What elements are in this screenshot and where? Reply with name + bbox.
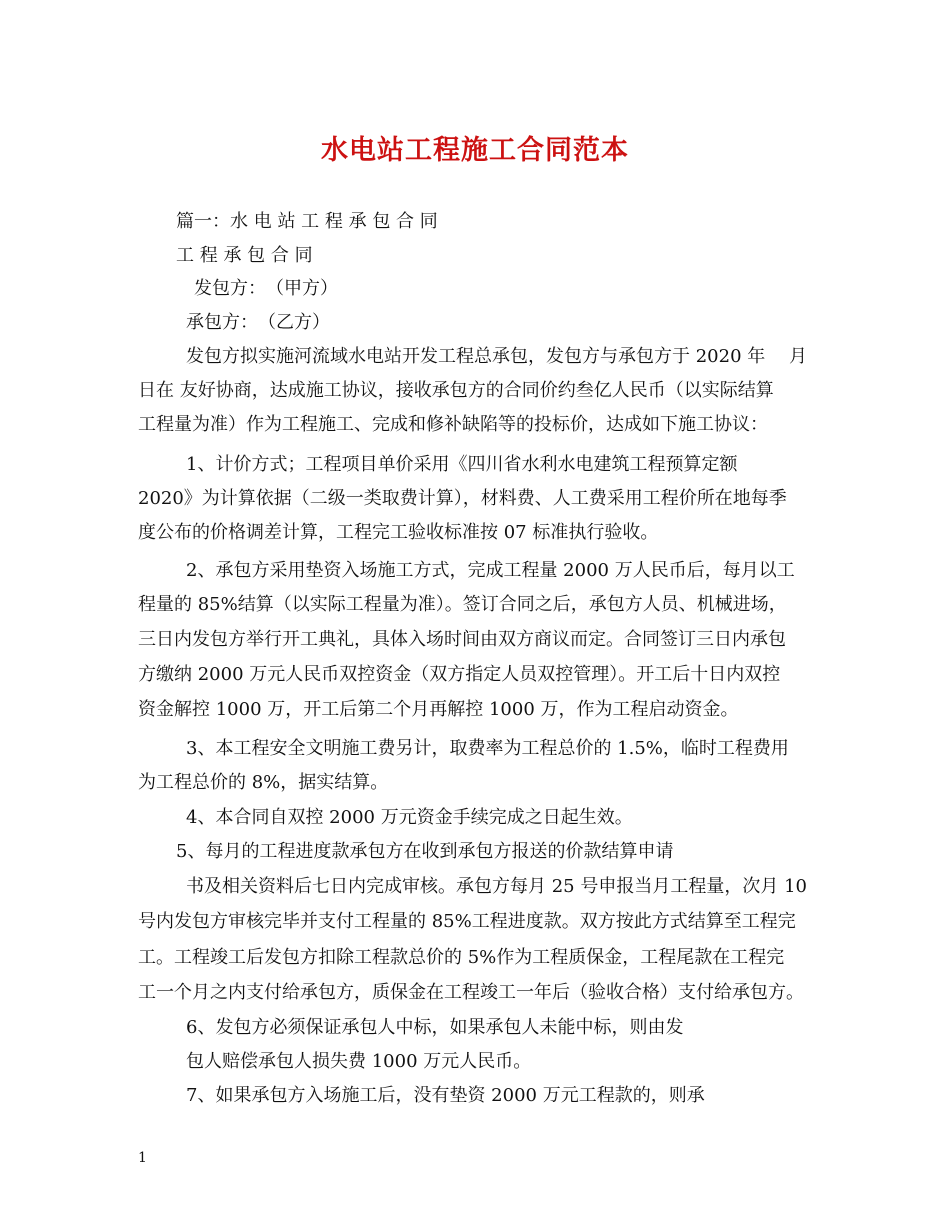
- text-line: 为工程总价的 8%，据实结算。: [138, 772, 389, 793]
- text-line: 工程量为准）作为工程施工、完成和修补缺陷等的投标价，达成如下施工协议：: [138, 414, 768, 435]
- text-line: 3、本工程安全文明施工费另计，取费率为工程总价的 1.5%，临时工程费用: [186, 738, 789, 759]
- text-line: 书及相关资料后七日内完成审核。承包方每月 25 号申报当月工程量，次月 10: [186, 876, 807, 897]
- text-line: 日在 友好协商，达成施工协议，接收承包方的合同价约叁亿人民币（以实际结算: [138, 380, 774, 401]
- text-line: 5、每月的工程进度款承包方在收到承包方报送的价款结算申请: [176, 841, 674, 862]
- contract-heading: 工 程 承 包 合 同: [176, 245, 313, 266]
- text-line: 度公布的价格调差计算，工程完工验收标准按 07 标准执行验收。: [138, 522, 659, 543]
- party-a-line: 发包方： （甲方）: [194, 278, 338, 299]
- document-title: 水电站工程施工合同范本: [321, 135, 629, 166]
- text-line: 工。工程竣工后发包方扣除工程款总价的 5%作为工程质保金，工程尾款在工程完: [138, 947, 785, 968]
- text-line: 6、发包方必须保证承包人中标，如果承包人未能中标，则由发: [186, 1017, 684, 1038]
- text-line: 发包方拟实施河流域水电站开发工程总承包，发包方与承包方于 2020 年 月: [186, 346, 807, 367]
- text-line: 工一个月之内支付给承包方，质保金在工程竣工一年后（验收合格）支付给承包方。: [138, 982, 804, 1003]
- text-line: 2020》为计算依据（二级一类取费计算），材料费、人工费采用工程价所在地每季: [138, 488, 787, 509]
- party-b-line: 承包方： （乙方）: [186, 312, 330, 333]
- text-line: 4、本合同自双控 2000 万元资金手续完成之日起生效。: [186, 807, 633, 828]
- text-line: 2、承包方采用垫资入场施工方式，完成工程量 2000 万人民币后，每月以工: [186, 560, 795, 581]
- text-line: 方缴纳 2000 万元人民币双控资金（双方指定人员双控管理）。开工后十日内双控: [138, 664, 781, 685]
- page-number: 1: [138, 1150, 147, 1166]
- text-line: 资金解控 1000 万，开工后第二个月再解控 1000 万，作为工程启动资金。: [138, 699, 739, 720]
- text-line: 7、如果承包方入场施工后，没有垫资 2000 万元工程款的，则承: [186, 1085, 705, 1106]
- section-heading: 篇一：水 电 站 工 程 承 包 合 同: [176, 211, 438, 232]
- text-line: 程量的 85%结算（以实际工程量为准）。签订合同之后，承包方人员、机械进场，: [138, 594, 787, 615]
- text-line: 三日内发包方举行开工典礼，具体入场时间由双方商议而定。合同签订三日内承包: [138, 629, 786, 650]
- text-line: 1、计价方式；工程项目单价采用《四川省水利水电建筑工程预算定额: [186, 454, 738, 475]
- text-line: 号内发包方审核完毕并支付工程量的 85%工程进度款。双方按此方式结算至工程完: [138, 911, 796, 932]
- text-line: 包人赔偿承包人损失费 1000 万元人民币。: [186, 1051, 532, 1072]
